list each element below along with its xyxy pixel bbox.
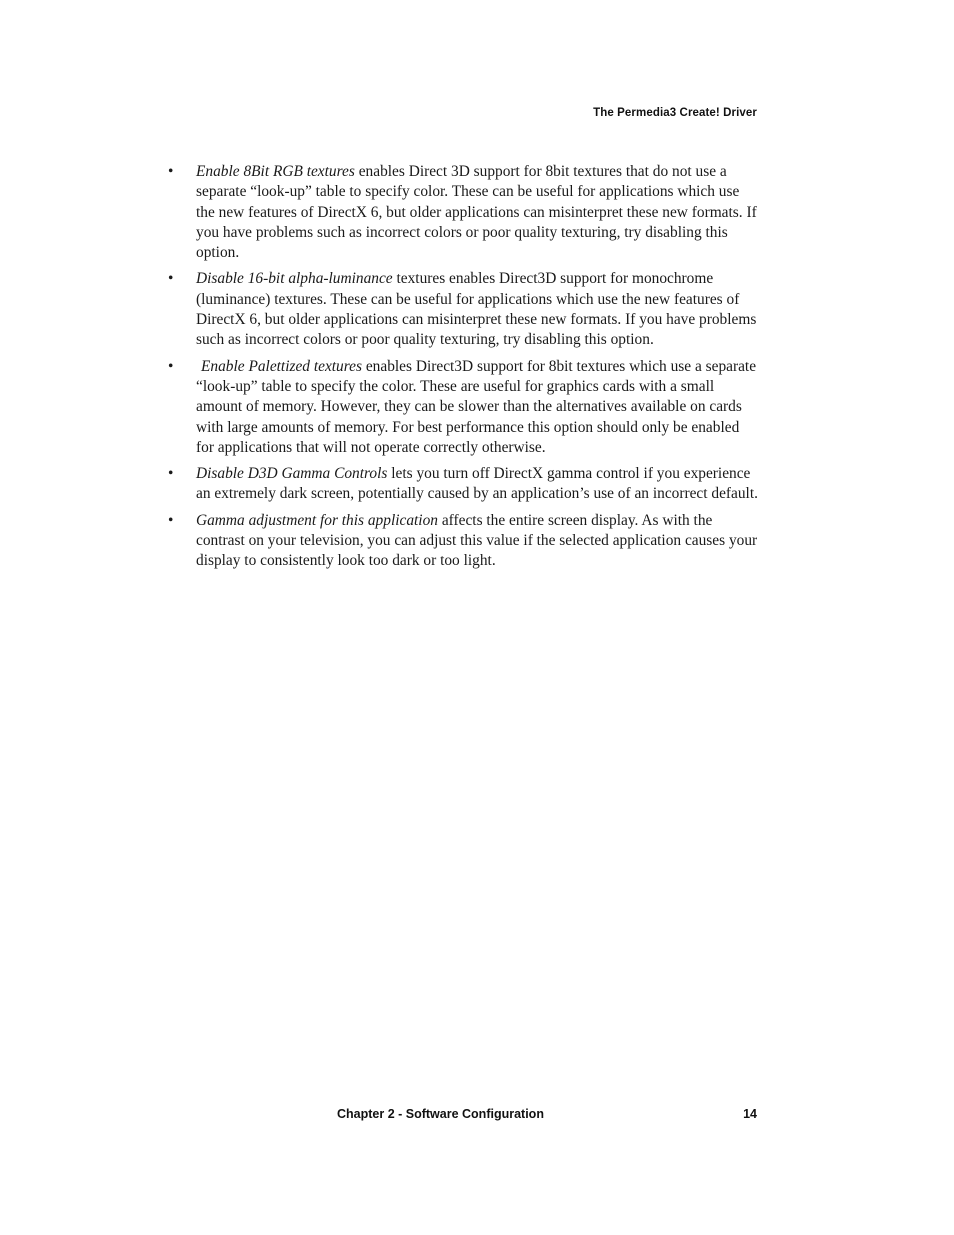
bullet-icon: • <box>168 270 174 288</box>
page-number: 14 <box>743 1107 757 1121</box>
option-term: Enable 8Bit RGB textures <box>196 163 355 180</box>
bullet-icon: • <box>168 163 174 180</box>
option-description: affects the entire screen display. As with the contrast on your television, you can adjust this value if the selected application causes your display to consistently look too dark or too light. <box>196 511 758 570</box>
list-item <box>168 357 760 458</box>
running-header: The Permedia3 Create! Driver <box>593 107 757 119</box>
option-description: textures enables Direct3D support for monochrome (luminance) textures. These can be useful for applications which use the new features of DirectX 6, but older applications can misinterpret these new formats. If you have problems such as incorrect colors or poor quality texturing, try disabling this option. <box>196 270 757 349</box>
bullet-icon: • <box>168 465 174 483</box>
option-term: Gamma adjustment for this application <box>196 511 438 529</box>
list-item <box>168 511 760 572</box>
list-item <box>168 162 760 263</box>
list-item <box>168 464 760 505</box>
option-term: Enable Palettized textures <box>201 357 362 375</box>
option-description: enables Direct3D support for 8bit textures which use a separate “look-up” table to specify the color. These are useful for graphics cards with a small amount of memory. However, they can be slower than the alternatives available on cards with large amounts of memory. For best performance this option should only be enabled for applications that will not operate correctly otherwise. <box>196 357 757 456</box>
option-term: Disable 16-bit alpha-luminance <box>196 270 393 288</box>
bullet-icon: • <box>168 357 174 375</box>
option-bullet-list <box>168 162 760 578</box>
option-description: lets you turn off DirectX gamma control if you experience an extremely dark screen, potentially caused by an application’s use of an incorrect default. <box>196 465 758 503</box>
bullet-icon: • <box>168 511 174 529</box>
footer-chapter-title: Chapter 2 - Software Configuration <box>337 1107 544 1121</box>
option-description: enables Direct 3D support for 8bit textures that do not use a separate “look-up” table to specify color. These can be useful for applications which use the new features of DirectX 6, but older applications can misinterpret these new formats. If you have problems such as incorrect colors or poor quality texturing, try disabling this option. <box>196 163 757 262</box>
list-item <box>168 269 760 350</box>
option-term: Disable D3D Gamma Controls <box>196 465 388 483</box>
